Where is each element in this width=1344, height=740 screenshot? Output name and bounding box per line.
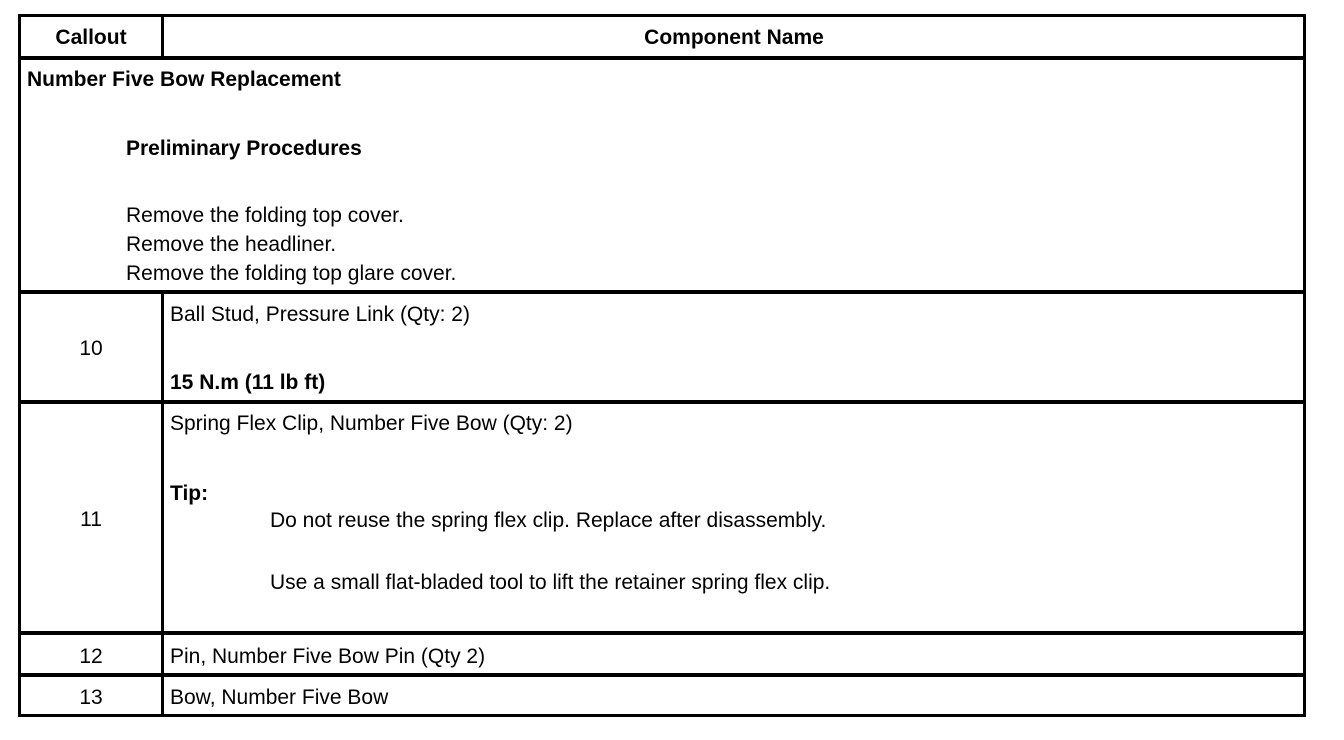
section-rule — [21, 290, 1303, 294]
tip-text: Do not reuse the spring flex clip. Replace after disassembly. — [270, 509, 827, 532]
callout-12: 12 — [79, 645, 103, 668]
component-table — [18, 14, 1306, 717]
component-name: Ball Stud, Pressure Link (Qty: 2) — [170, 303, 470, 326]
component-name: Pin, Number Five Bow Pin (Qty 2) — [170, 645, 486, 668]
prelim-heading: Preliminary Procedures — [126, 137, 362, 160]
prelim-step: Remove the headliner. — [126, 233, 337, 256]
callout-11: 11 — [80, 508, 102, 531]
component-name: Bow, Number Five Bow — [170, 686, 389, 709]
row-rule — [21, 673, 1303, 677]
component-name: Spring Flex Clip, Number Five Bow (Qty: 2) — [170, 412, 573, 435]
section-title: Number Five Bow Replacement — [27, 68, 341, 91]
row-rule — [21, 400, 1303, 404]
prelim-step: Remove the folding top glare cover. — [126, 262, 457, 285]
tip-label: Tip: — [170, 482, 209, 505]
header-component-name: Component Name — [644, 26, 824, 49]
header-rule — [21, 56, 1303, 60]
callout-13: 13 — [79, 686, 103, 709]
row-rule — [21, 631, 1303, 635]
callout-divider — [161, 293, 164, 714]
prelim-step: Remove the folding top cover. — [126, 204, 404, 227]
tip-text: Use a small flat-bladed tool to lift the retainer spring flex clip. — [270, 571, 831, 594]
callout-10: 10 — [79, 337, 103, 360]
header-callout: Callout — [55, 26, 127, 49]
torque-spec: 15 N.m (11 lb ft) — [170, 371, 326, 394]
header-divider — [161, 17, 164, 57]
